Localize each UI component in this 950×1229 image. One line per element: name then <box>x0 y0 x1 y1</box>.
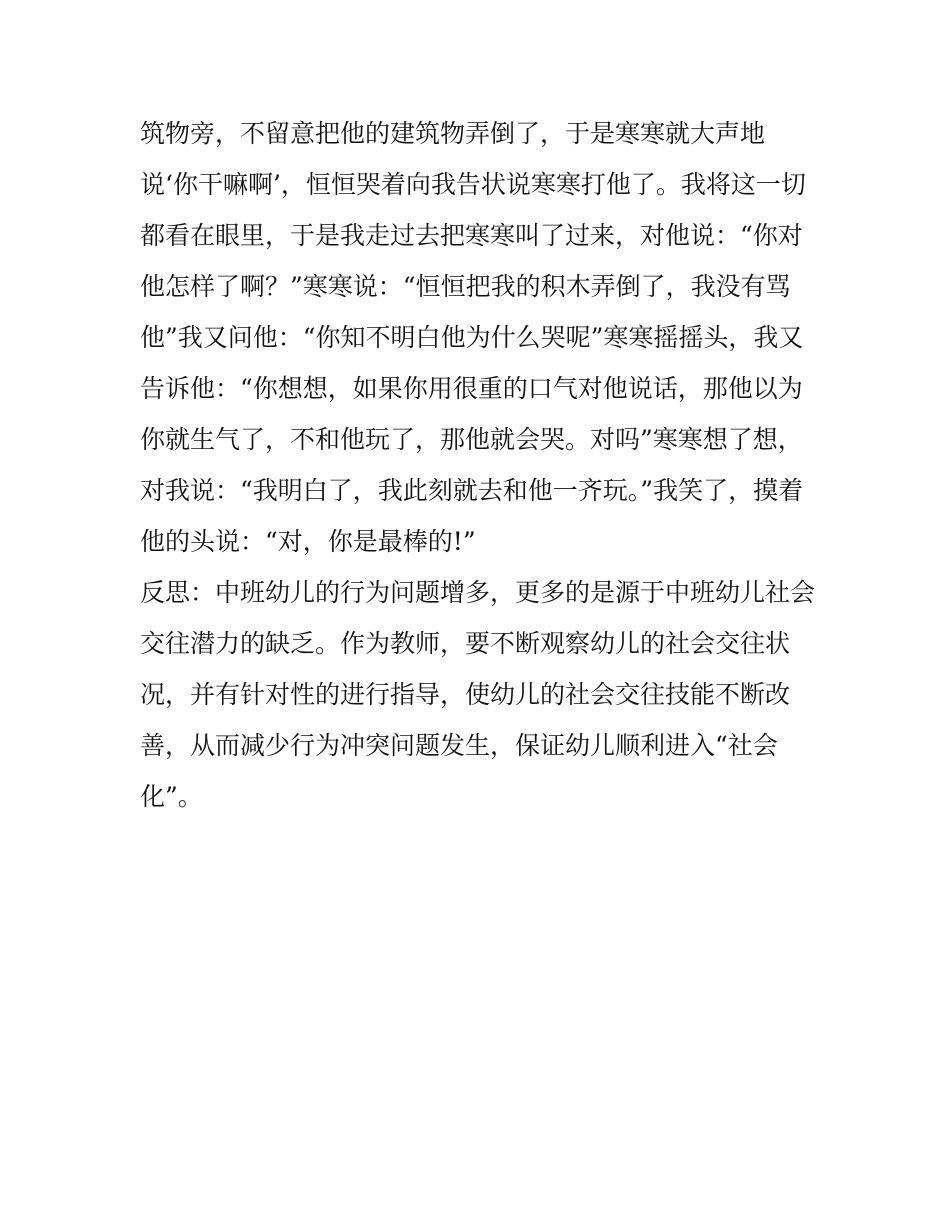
document-body <box>140 108 820 822</box>
reflection-line: 反思：中班幼儿的行为问题增多，更多的是源于中班幼儿社会 <box>140 578 816 607</box>
text-line: 说‘你干嘛啊’，恒恒哭着向我告状说寒寒打他了。我将这一切 <box>140 170 806 199</box>
reflection-line: 交往潜力的缺乏。作为教师，要不断观察幼儿的社会交往状 <box>140 629 791 658</box>
text-line: 他怎样了啊？”寒寒说：“恒恒把我的积木弄倒了，我没有骂 <box>140 272 791 301</box>
text-line: 都看在眼里，于是我走过去把寒寒叫了过来，对他说：“你对 <box>140 221 803 250</box>
text-line: 你就生气了，不和他玩了，那他就会哭。对吗”寒寒想了想， <box>140 425 803 454</box>
text-line: 告诉他：“你想想，如果你用很重的口气对他说话，那他以为 <box>140 374 803 403</box>
text-line: 筑物旁，不留意把他的建筑物弄倒了，于是寒寒就大声地 <box>140 119 766 148</box>
reflection-line: 况，并有针对性的进行指导，使幼儿的社会交往技能不断改 <box>140 680 791 709</box>
text-line: 他的头说：“对，你是最棒的!” <box>140 527 476 556</box>
text-line: 对我说：“我明白了，我此刻就去和他一齐玩。”我笑了，摸着 <box>140 476 804 505</box>
text-line: 他”我又问他：“你知不明白他为什么哭呢”寒寒摇摇头，我又 <box>140 323 804 352</box>
reflection-line: 善，从而减少行为冲突问题发生，保证幼儿顺利进入“社会 <box>140 731 778 760</box>
reflection-line: 化”。 <box>140 782 203 811</box>
